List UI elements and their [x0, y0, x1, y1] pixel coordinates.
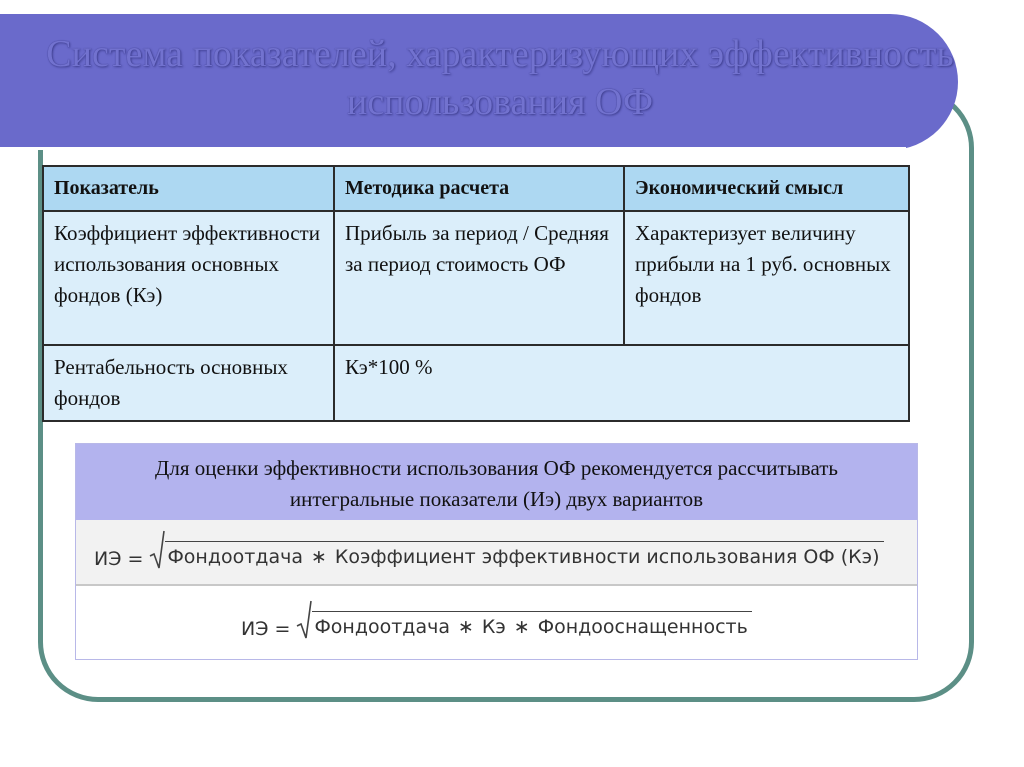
formula-lhs: ИЭ = — [94, 548, 144, 570]
multiply-sign: ∗ — [310, 546, 327, 568]
radicand — [165, 541, 883, 570]
slide-title: Система показателей, характеризующих эффективность использования ОФ — [46, 33, 954, 123]
formula-row-2 — [76, 588, 917, 659]
term: Фондоотдача — [314, 616, 450, 638]
formula-lhs: ИЭ = — [241, 618, 291, 640]
table-cell: Прибыль за период / Средняя за период стоимость ОФ — [334, 211, 624, 345]
radicand — [312, 611, 751, 640]
info-box — [75, 443, 918, 660]
sqrt-sign — [149, 530, 883, 570]
title-underline — [0, 147, 906, 150]
formula-row-1 — [76, 520, 917, 586]
multiply-sign: ∗ — [513, 616, 530, 638]
table-cell: Кэ*100 % — [334, 345, 909, 421]
table-cell: Рентабельность основных фондов — [43, 345, 334, 421]
header-meaning: Экономический смысл — [624, 166, 909, 211]
sqrt-sign — [296, 600, 751, 640]
term: Фондооснащенность — [537, 616, 748, 638]
table-row — [43, 345, 909, 421]
multiply-sign: ∗ — [457, 616, 474, 638]
table-header-row — [43, 166, 909, 211]
table-row — [43, 211, 909, 345]
formula-2 — [241, 600, 752, 640]
term: Кэ — [481, 616, 506, 638]
formula-1 — [94, 530, 884, 570]
indicators-table — [42, 165, 910, 422]
header-indicator: Показатель — [43, 166, 334, 211]
term: Коэффициент эффективности использования ОФ (Кэ) — [334, 546, 880, 568]
table-cell: Характеризует величину прибыли на 1 руб. основных фондов — [624, 211, 909, 345]
table-cell: Коэффициент эффективности использования основных фондов (Кэ) — [43, 211, 334, 345]
header-method: Методика расчета — [334, 166, 624, 211]
info-text: Для оценки эффективности использования ОФ рекомендуется рассчитывать интегральные показатели (Иэ) двух вариантов — [76, 444, 917, 520]
term: Фондоотдача — [167, 546, 303, 568]
